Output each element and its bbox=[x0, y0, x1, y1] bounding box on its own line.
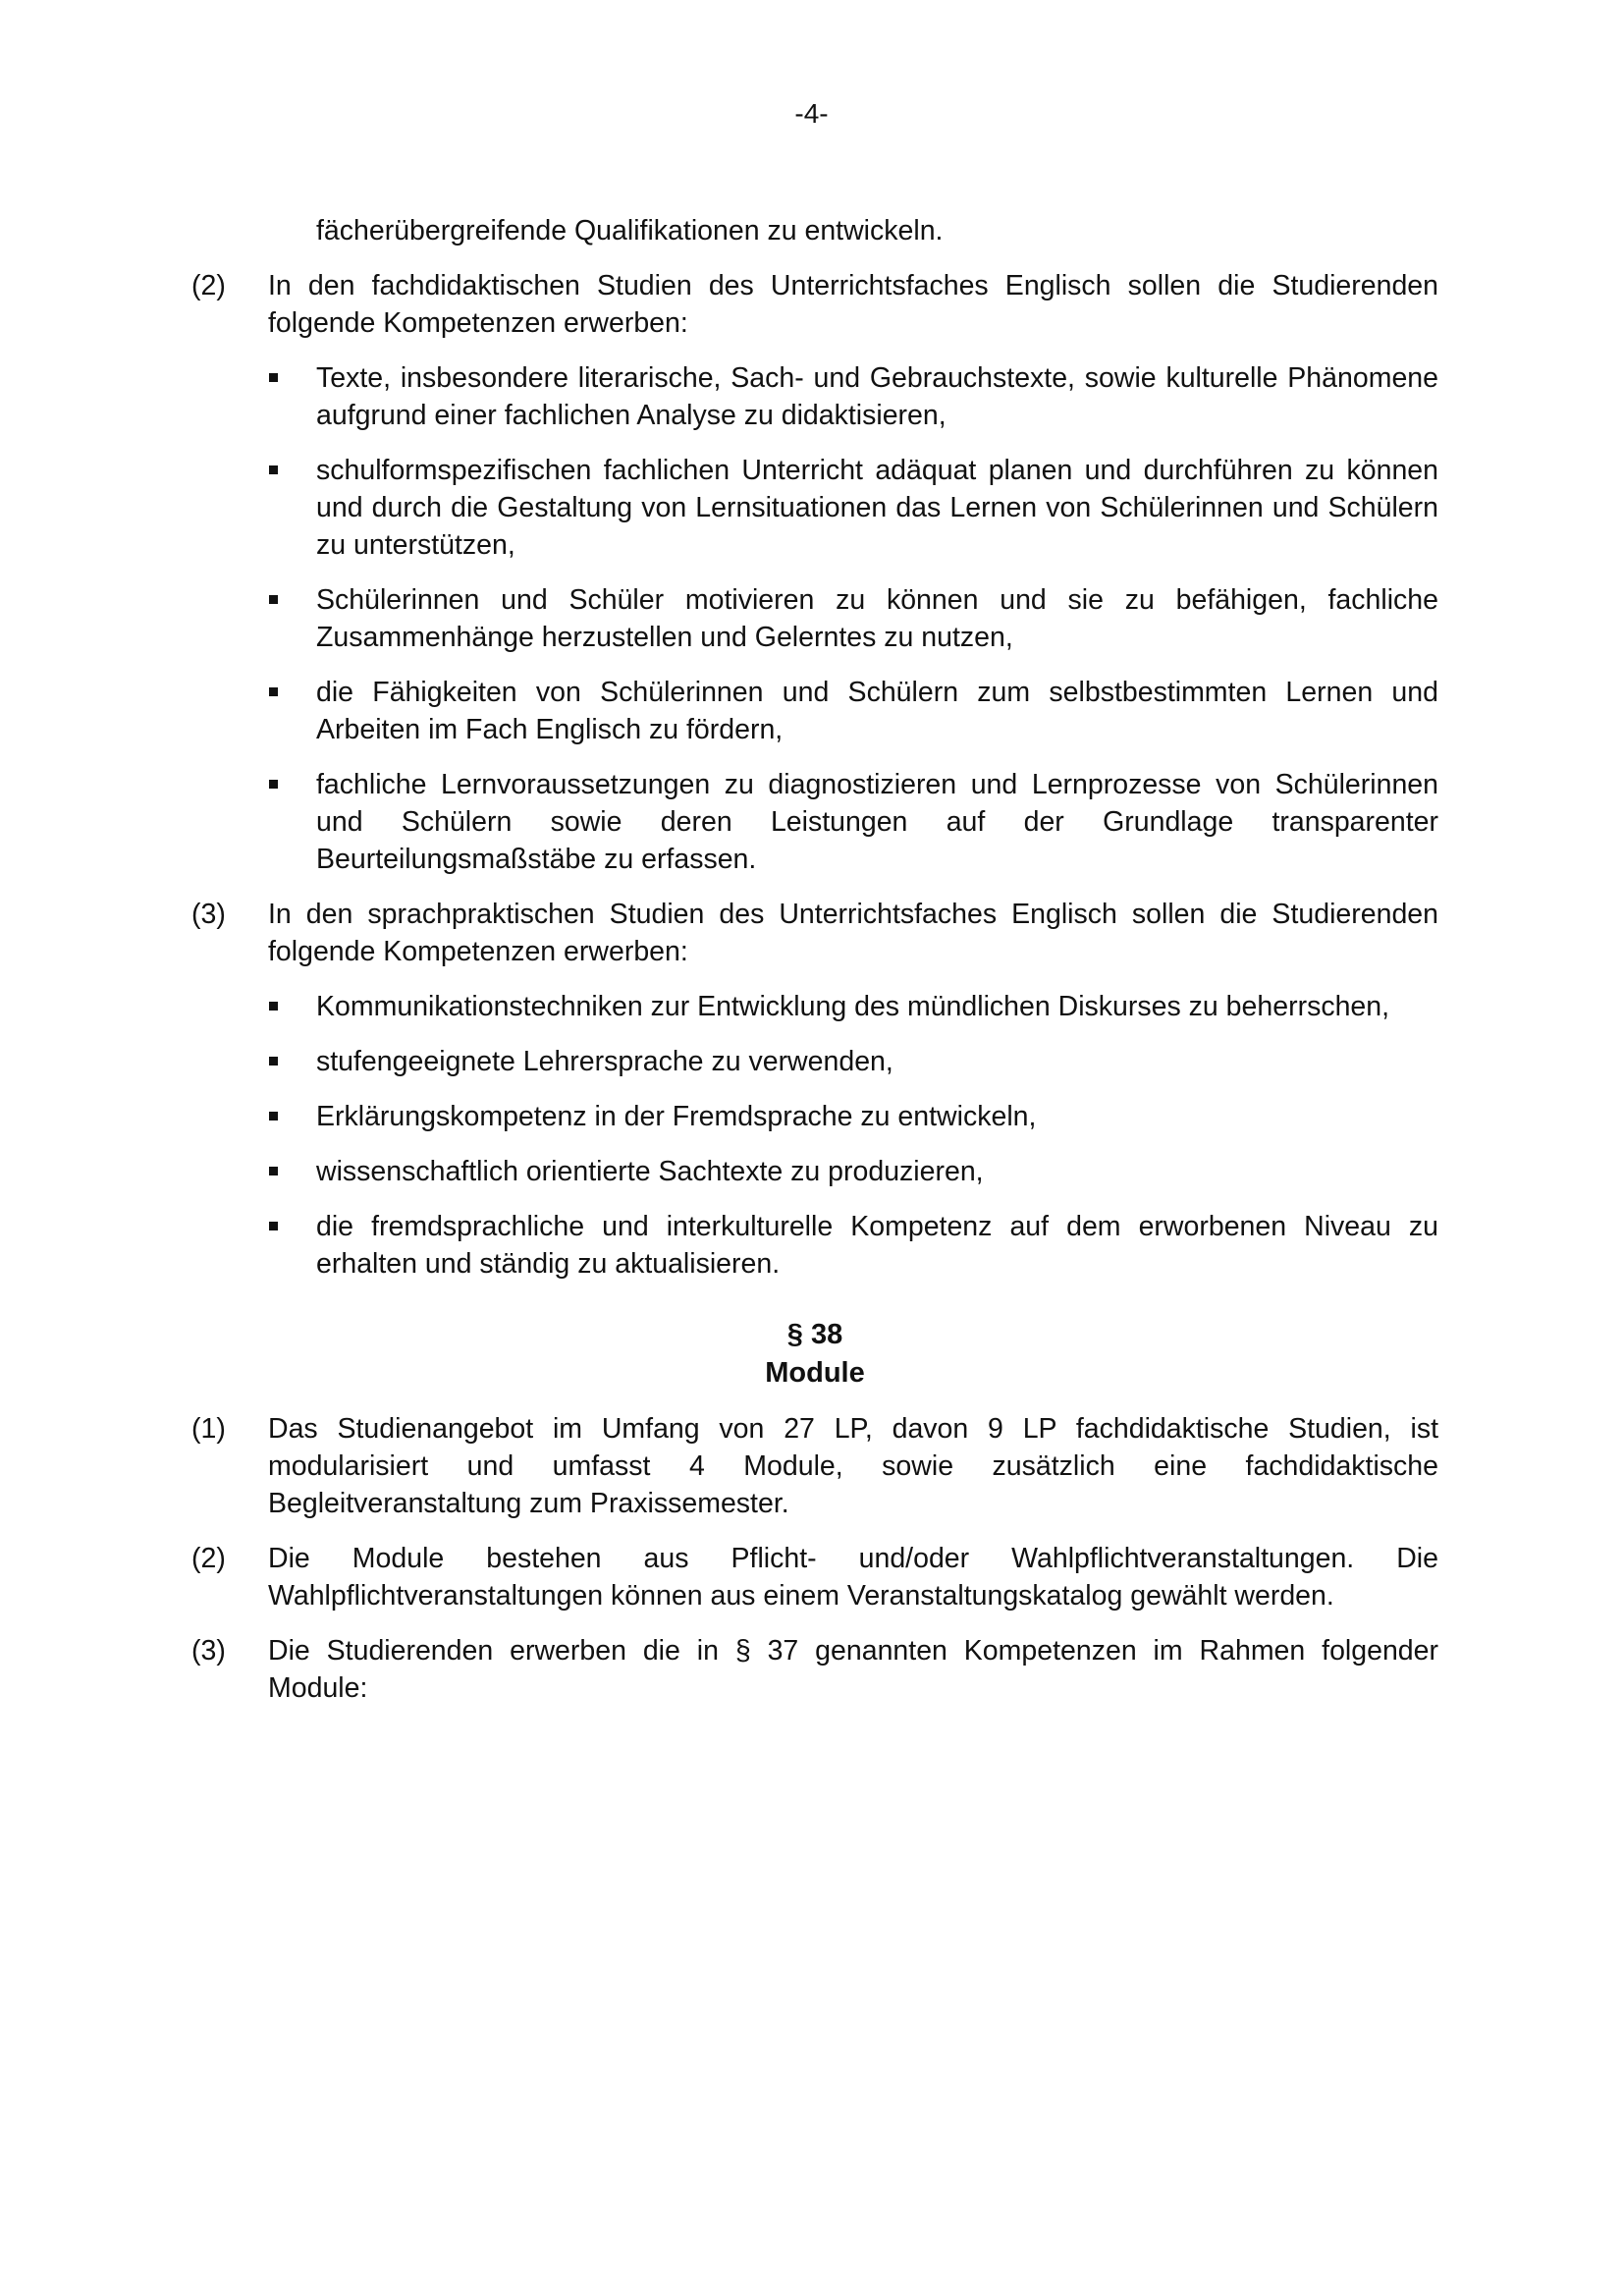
list-item bbox=[268, 359, 1438, 434]
list-item-text: Erklärungskompetenz in der Fremdsprache zu entwickeln, bbox=[316, 1101, 1037, 1132]
paragraph-body bbox=[268, 267, 1438, 878]
list-item-text: die Fähigkeiten von Schülerinnen und Schülern zum selbstbestimmten Lernen und Arbeiten im Fach Englisch zu fördern, bbox=[316, 677, 1438, 745]
paragraph-number: (2) bbox=[191, 1543, 226, 1574]
square-bullet-icon bbox=[268, 674, 316, 748]
square-bullet-icon bbox=[268, 766, 316, 878]
paragraph-body bbox=[268, 1632, 1438, 1707]
section-title: Module bbox=[765, 1357, 865, 1389]
paragraph-number: (1) bbox=[191, 1413, 226, 1445]
list-item bbox=[268, 674, 1438, 748]
list-item-text: wissenschaftlich orientierte Sachtexte zu produzieren, bbox=[316, 1156, 984, 1187]
paragraph-text: Das Studienangebot im Umfang von 27 LP, davon 9 LP fachdidaktische Studien, ist modularisiert und umfasst 4 Module, sowie zusätzlich eine fachdidaktische Begleitveranstaltung zum Praxissemester. bbox=[268, 1413, 1438, 1519]
list-item-text: Texte, insbesondere literarische, Sach- und Gebrauchstexte, sowie kulturelle Phänomene aufgrund einer fachlichen Analyse zu didaktisieren, bbox=[316, 362, 1438, 431]
square-bullet-icon bbox=[268, 988, 316, 1025]
paragraph-text: In den fachdidaktischen Studien des Unterrichtsfaches Englisch sollen die Studierenden folgende Kompetenzen erwerben: bbox=[268, 270, 1438, 339]
list-item bbox=[268, 452, 1438, 564]
square-bullet-icon bbox=[268, 452, 316, 564]
paragraph-body bbox=[268, 1540, 1438, 1614]
list-item bbox=[268, 988, 1438, 1025]
continuation-line: fächerübergreifende Qualifikationen zu entwickeln. bbox=[316, 215, 944, 246]
square-bullet-icon bbox=[268, 581, 316, 656]
paragraph-number: (3) bbox=[191, 899, 226, 930]
page-number: -4- bbox=[794, 98, 829, 129]
list-item bbox=[268, 1043, 1438, 1080]
list-item-text: stufengeeignete Lehrersprache zu verwenden, bbox=[316, 1046, 893, 1077]
paragraph-number: (2) bbox=[191, 270, 226, 301]
square-bullet-icon bbox=[268, 1043, 316, 1080]
paragraph-3-language-practice bbox=[191, 896, 1438, 1283]
module-paragraph-1 bbox=[191, 1410, 1438, 1522]
paragraph-text: Die Studierenden erwerben die in § 37 genannten Kompetenzen im Rahmen folgender Module: bbox=[268, 1635, 1438, 1704]
competency-list bbox=[268, 359, 1438, 878]
square-bullet-icon bbox=[268, 1208, 316, 1283]
square-bullet-icon bbox=[268, 1153, 316, 1190]
module-paragraph-3 bbox=[191, 1632, 1438, 1707]
square-bullet-icon bbox=[268, 359, 316, 434]
square-bullet-icon bbox=[268, 1098, 316, 1135]
list-item-text: Schülerinnen und Schüler motivieren zu können und sie zu befähigen, fachliche Zusammenhänge herzustellen und Gelerntes zu nutzen, bbox=[316, 584, 1438, 653]
section-symbol: § 38 bbox=[786, 1319, 843, 1350]
paragraph-text: In den sprachpraktischen Studien des Unterrichtsfaches Englisch sollen die Studierenden folgende Kompetenzen erwerben: bbox=[268, 899, 1438, 967]
paragraph-number: (3) bbox=[191, 1635, 226, 1667]
competency-list bbox=[268, 988, 1438, 1283]
module-paragraph-2 bbox=[191, 1540, 1438, 1614]
list-item bbox=[268, 581, 1438, 656]
paragraph-2-didactics bbox=[191, 267, 1438, 878]
list-item bbox=[268, 1153, 1438, 1190]
list-item-text: fachliche Lernvoraussetzungen zu diagnostizieren und Lernprozesse von Schülerinnen und Schülern sowie deren Leistungen auf der Grundlage transparenter Beurteilungsmaßstäbe zu erfassen. bbox=[316, 769, 1438, 875]
section-heading bbox=[191, 1316, 1438, 1393]
list-item bbox=[268, 1208, 1438, 1283]
list-item-text: Kommunikationstechniken zur Entwicklung des mündlichen Diskurses zu beherrschen, bbox=[316, 991, 1390, 1022]
list-item bbox=[268, 1098, 1438, 1135]
paragraph-body bbox=[268, 896, 1438, 1283]
paragraph-body bbox=[268, 1410, 1438, 1522]
document-body bbox=[191, 212, 1438, 1724]
list-item-text: die fremdsprachliche und interkulturelle Kompetenz auf dem erworbenen Niveau zu erhalten und ständig zu aktualisieren. bbox=[316, 1211, 1438, 1280]
list-item-text: schulformspezifischen fachlichen Unterricht adäquat planen und durchführen zu können und durch die Gestaltung von Lernsituationen das Lernen von Schülerinnen und Schülern zu unterstützen, bbox=[316, 455, 1438, 561]
paragraph-text: Die Module bestehen aus Pflicht- und/oder Wahlpflichtveranstaltungen. Die Wahlpflichtveranstaltungen können aus einem Veranstaltungskatalog gewählt werden. bbox=[268, 1543, 1438, 1612]
list-item bbox=[268, 766, 1438, 878]
